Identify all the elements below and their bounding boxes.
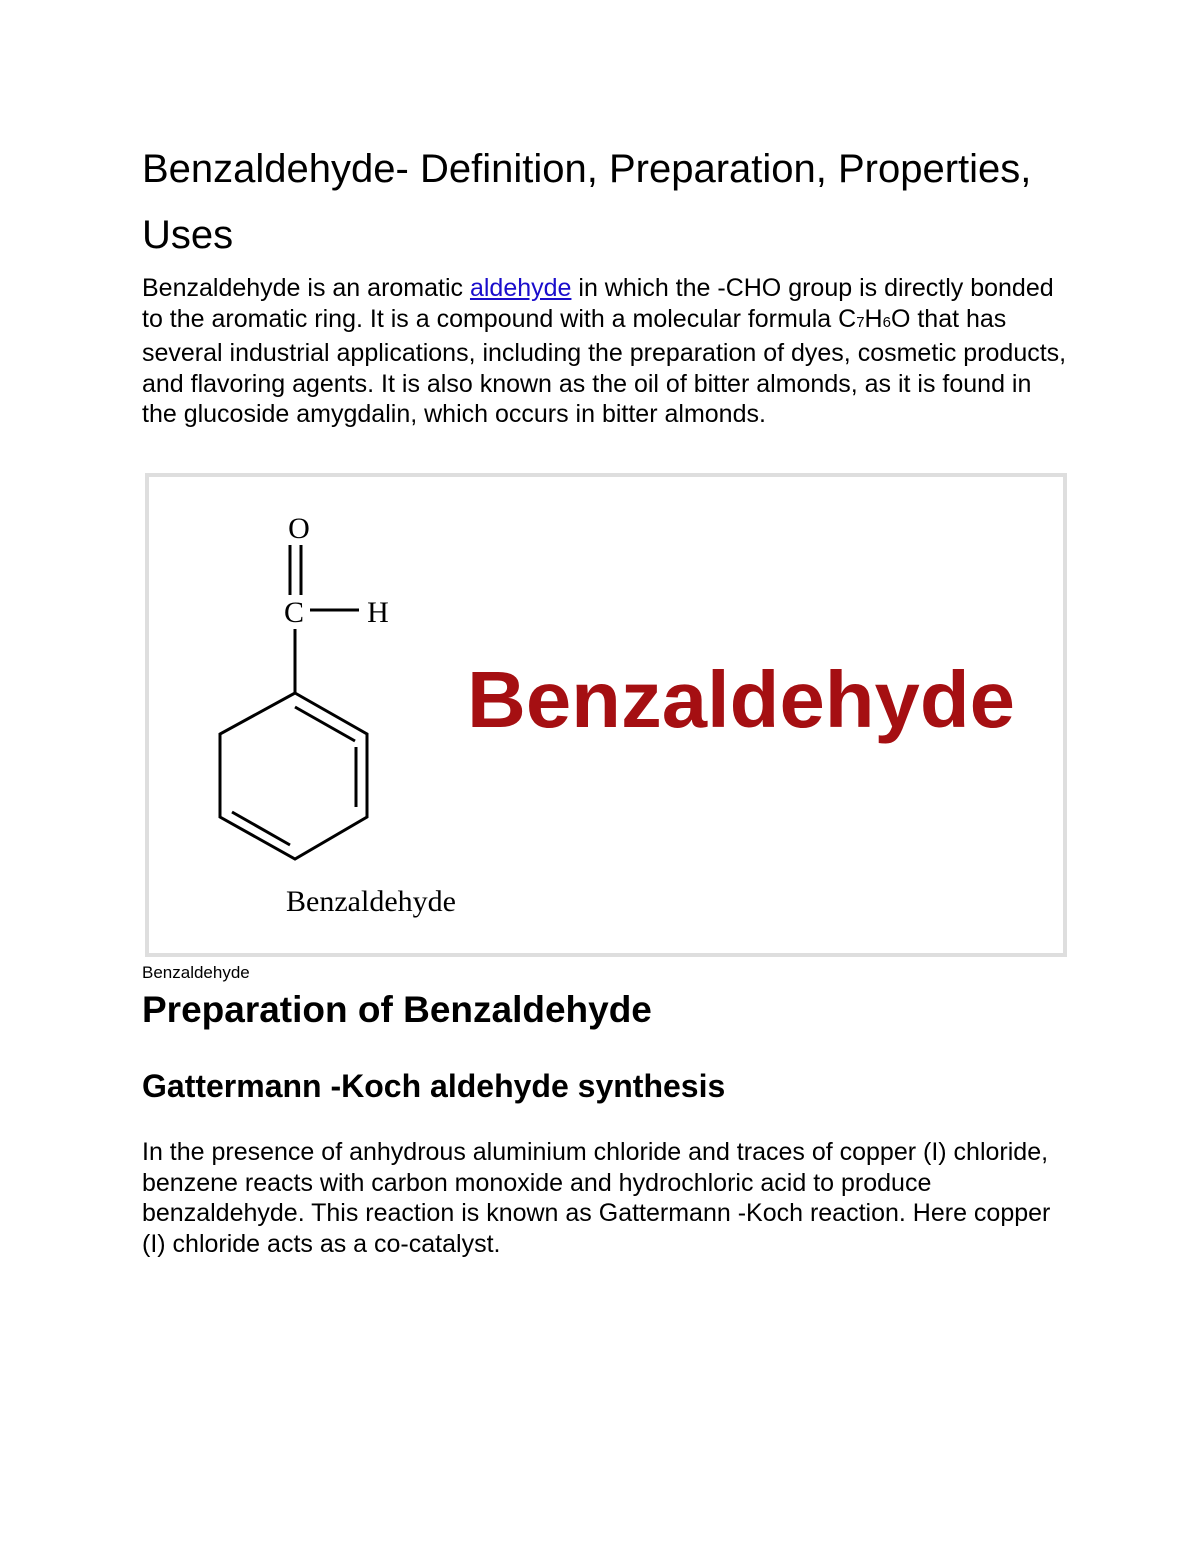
aldehyde-link[interactable]: aldehyde — [469, 274, 572, 302]
formula-oxygen: O — [890, 304, 911, 333]
atom-hydrogen-label: H — [367, 596, 389, 629]
atom-carbon-label: C — [283, 596, 305, 629]
intro-text-start: Benzaldehyde is an aromatic — [142, 274, 470, 302]
benzaldehyde-figure — [145, 473, 1067, 957]
figure-caption: Benzaldehyde — [142, 963, 250, 982]
page-title: Benzaldehyde- Definition, Preparation, Properties, Uses — [142, 147, 1032, 257]
formula-subscript-7: 7 — [856, 313, 865, 331]
benzaldehyde-structure-diagram — [149, 477, 1063, 953]
benzene-ring — [220, 693, 367, 859]
intro-text-middle: in which the -CHO group is directly bonded to the aromatic ring. It is a compound with a molecular formula C — [142, 274, 1054, 333]
structure-label: Benzaldehyde — [286, 885, 456, 918]
subsection-heading: Gattermann -Koch aldehyde synthesis — [142, 1068, 726, 1104]
formula-hydrogen: H — [864, 304, 883, 333]
section-heading: Preparation of Benzaldehyde — [142, 989, 652, 1030]
atom-oxygen-label: O — [288, 512, 310, 545]
intro-text-end: that has several industrial applications, including the preparation of dyes, cosmetic products, and flavoring agents. It is also known as the oil of bitter almonds, as it is found in the glucoside amygdalin, which occurs in bitter almonds. — [142, 304, 1067, 429]
ring-double-bond-1 — [295, 707, 355, 741]
benzaldehyde-banner-text: Benzaldehyde — [467, 655, 1015, 744]
intro-paragraph — [142, 273, 1072, 430]
formula-subscript-6: 6 — [882, 313, 891, 331]
synthesis-paragraph: In the presence of anhydrous aluminium chloride and traces of copper (I) chloride, benzene reacts with carbon monoxide and hydrochloric acid to produce benzaldehyde. This reaction is known as Gattermann -Koch reaction. Here copper (I) chloride acts as a co-catalyst. — [142, 1138, 1051, 1258]
